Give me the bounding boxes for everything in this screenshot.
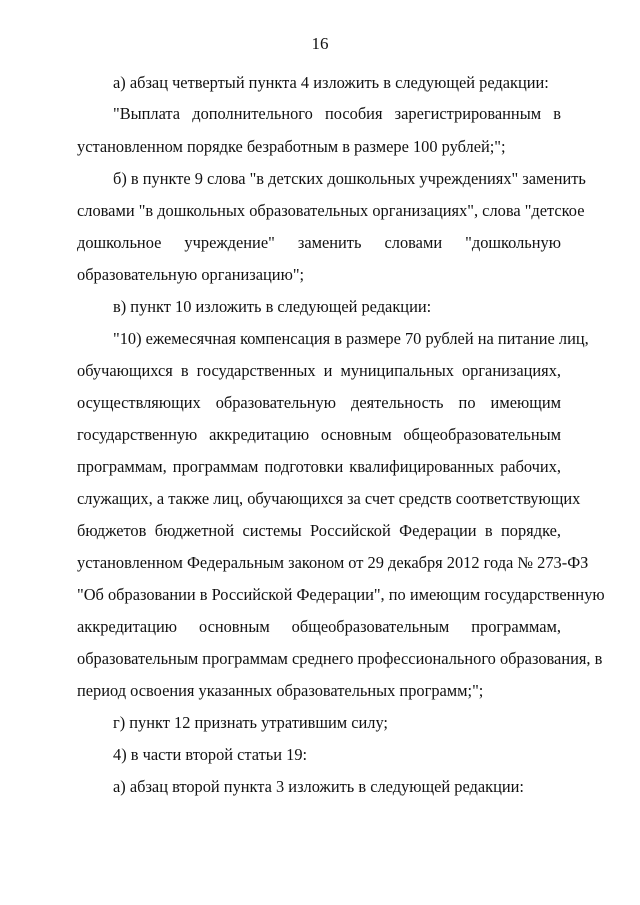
paragraph-line: государственную аккредитацию основным общеобразовательным bbox=[77, 425, 561, 444]
paragraph-line: установленном Федеральным законом от 29 декабря 2012 года № 273-ФЗ bbox=[77, 553, 589, 572]
paragraph-line: бюджетов бюджетной системы Российской Федерации в порядке, bbox=[77, 521, 561, 540]
paragraph-line: служащих, а также лиц, обучающихся за счет средств соответствующих bbox=[77, 489, 581, 508]
paragraph-line: а) абзац четвертый пункта 4 изложить в следующей редакции: bbox=[113, 73, 549, 92]
paragraph-line: программам, программам подготовки квалифицированных рабочих, bbox=[77, 457, 561, 476]
paragraph-line: а) абзац второй пункта 3 изложить в следующей редакции: bbox=[113, 777, 524, 796]
page-number: 16 bbox=[311, 34, 329, 53]
paragraph-line: обучающихся в государственных и муниципальных организациях, bbox=[77, 361, 561, 380]
paragraph-line: образовательным программам среднего профессионального образования, в bbox=[77, 649, 603, 668]
paragraph-line: 4) в части второй статьи 19: bbox=[113, 745, 308, 764]
paragraph-line: установленном порядке безработным в размере 100 рублей;"; bbox=[77, 137, 506, 156]
paragraph-line: "Выплата дополнительного пособия зарегистрированным в bbox=[113, 104, 561, 123]
paragraph-line: словами "в дошкольных образовательных организациях", слова "детское bbox=[77, 201, 585, 220]
paragraph-line: "Об образовании в Российской Федерации", по имеющим государственную bbox=[77, 585, 605, 604]
paragraph-line: в) пункт 10 изложить в следующей редакции: bbox=[113, 297, 432, 316]
paragraph-line: б) в пункте 9 слова "в детских дошкольных учреждениях" заменить bbox=[113, 169, 586, 188]
paragraph-line: "10) ежемесячная компенсация в размере 70 рублей на питание лиц, bbox=[113, 329, 589, 348]
paragraph-line: осуществляющих образовательную деятельность по имеющим bbox=[77, 393, 561, 412]
paragraph-line: период освоения указанных образовательных программ;"; bbox=[77, 681, 484, 700]
paragraph-line: дошкольное учреждение" заменить словами "дошкольную bbox=[77, 233, 561, 252]
paragraph-line: образовательную организацию"; bbox=[77, 265, 305, 284]
paragraph-line: г) пункт 12 признать утратившим силу; bbox=[113, 713, 388, 732]
paragraph-line: аккредитацию основным общеобразовательным программам, bbox=[77, 617, 561, 636]
